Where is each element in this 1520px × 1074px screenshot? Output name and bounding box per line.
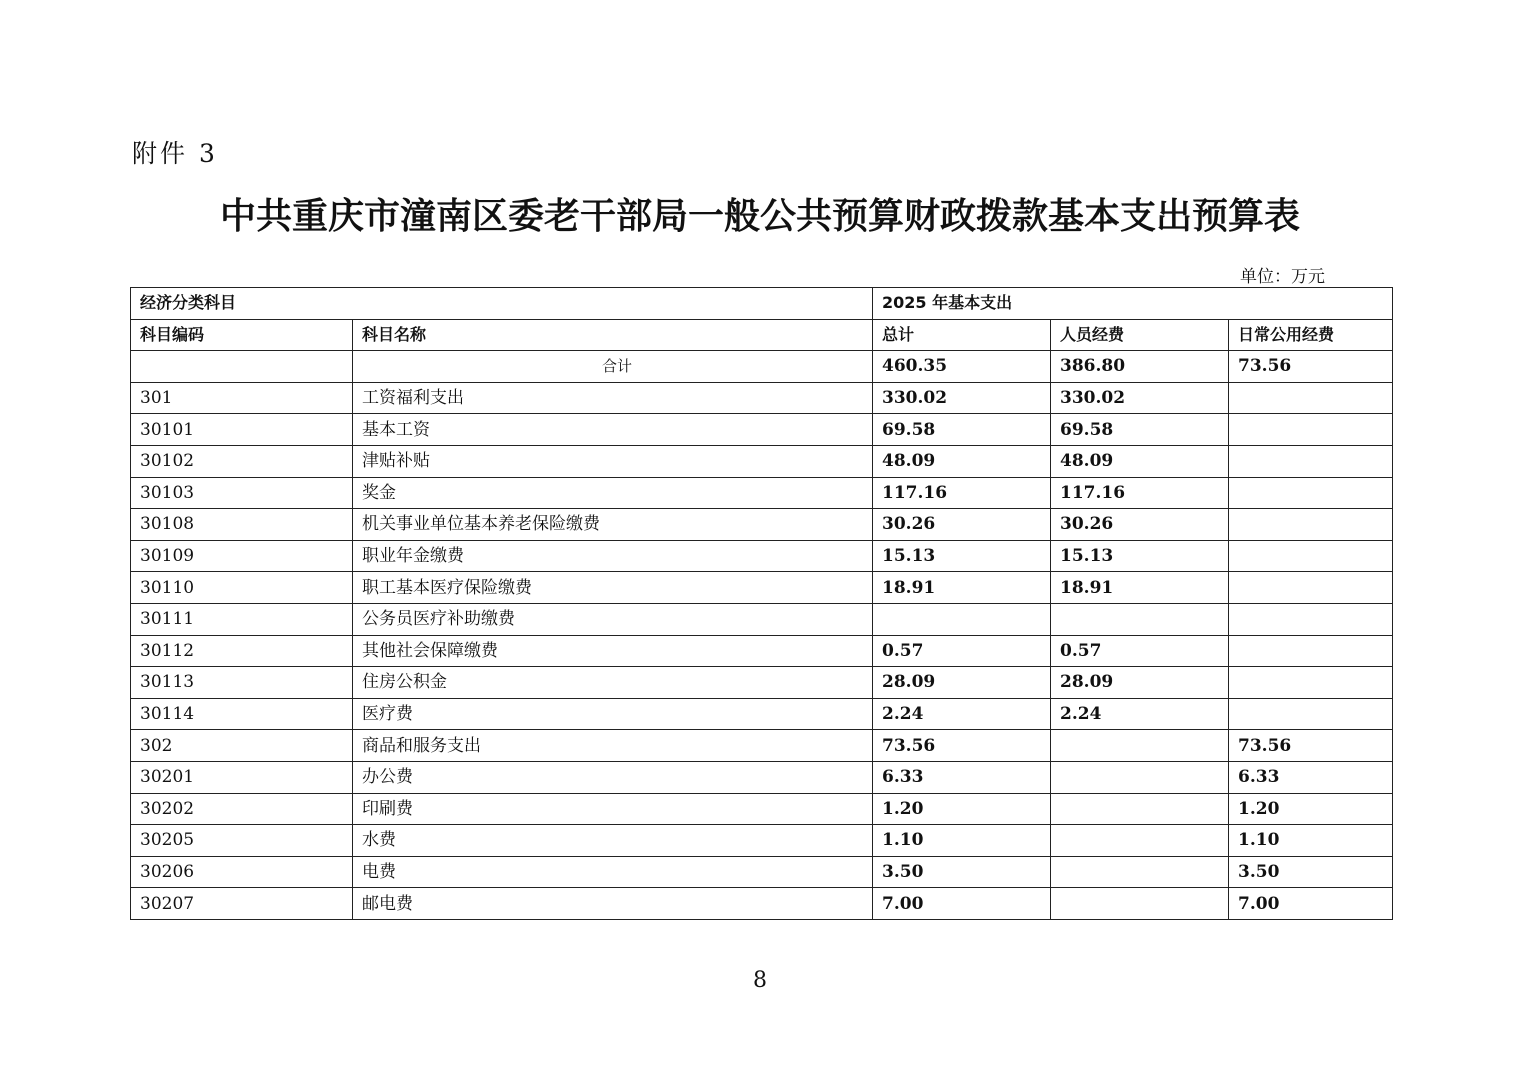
attachment-label: 附件 3	[132, 139, 218, 168]
row-name: 奖金	[353, 477, 873, 509]
row-public	[1229, 698, 1393, 730]
table-row	[131, 761, 1393, 793]
row-personnel: 69.58	[1051, 414, 1229, 446]
row-public	[1229, 572, 1393, 604]
row-code: 30113	[131, 667, 353, 699]
row-name: 其他社会保障缴费	[353, 635, 873, 667]
row-public: 7.00	[1229, 888, 1393, 920]
row-code: 30103	[131, 477, 353, 509]
row-name: 职业年金缴费	[353, 540, 873, 572]
row-personnel: 28.09	[1051, 667, 1229, 699]
row-name: 办公费	[353, 761, 873, 793]
row-code: 30102	[131, 445, 353, 477]
row-code: 30110	[131, 572, 353, 604]
row-public: 1.20	[1229, 793, 1393, 825]
table-row	[131, 825, 1393, 857]
row-personnel	[1051, 856, 1229, 888]
row-personnel	[1051, 888, 1229, 920]
header-year-basic-expense: 2025 年基本支出	[873, 288, 1393, 320]
row-public	[1229, 540, 1393, 572]
row-total: 3.50	[873, 856, 1051, 888]
total-label: 合计	[353, 351, 873, 383]
header-public: 日常公用经费	[1229, 319, 1393, 351]
row-code: 30202	[131, 793, 353, 825]
row-total: 7.00	[873, 888, 1051, 920]
row-total: 6.33	[873, 761, 1051, 793]
row-name: 津贴补贴	[353, 445, 873, 477]
row-total: 30.26	[873, 509, 1051, 541]
header-name: 科目名称	[353, 319, 873, 351]
total-total: 460.35	[873, 351, 1051, 383]
row-public: 6.33	[1229, 761, 1393, 793]
row-name: 商品和服务支出	[353, 730, 873, 762]
row-personnel: 330.02	[1051, 382, 1229, 414]
row-personnel	[1051, 603, 1229, 635]
table-row	[131, 603, 1393, 635]
row-personnel	[1051, 793, 1229, 825]
total-public: 73.56	[1229, 351, 1393, 383]
column-header-row	[131, 319, 1393, 351]
table-row	[131, 856, 1393, 888]
row-code: 30114	[131, 698, 353, 730]
row-total: 15.13	[873, 540, 1051, 572]
row-code: 30111	[131, 603, 353, 635]
row-name: 职工基本医疗保险缴费	[353, 572, 873, 604]
row-total: 117.16	[873, 477, 1051, 509]
row-personnel	[1051, 730, 1229, 762]
row-total	[873, 603, 1051, 635]
row-code: 30206	[131, 856, 353, 888]
row-total: 0.57	[873, 635, 1051, 667]
row-personnel: 0.57	[1051, 635, 1229, 667]
group-header-row	[131, 288, 1393, 320]
row-public	[1229, 477, 1393, 509]
budget-table	[130, 287, 1393, 920]
row-code: 30101	[131, 414, 353, 446]
row-code: 302	[131, 730, 353, 762]
row-public: 3.50	[1229, 856, 1393, 888]
row-public: 1.10	[1229, 825, 1393, 857]
header-total: 总计	[873, 319, 1051, 351]
row-public	[1229, 445, 1393, 477]
row-name: 印刷费	[353, 793, 873, 825]
row-code: 301	[131, 382, 353, 414]
row-code: 30112	[131, 635, 353, 667]
row-name: 电费	[353, 856, 873, 888]
row-personnel: 30.26	[1051, 509, 1229, 541]
row-personnel: 15.13	[1051, 540, 1229, 572]
header-personnel: 人员经费	[1051, 319, 1229, 351]
table-row	[131, 730, 1393, 762]
row-public: 73.56	[1229, 730, 1393, 762]
row-name: 住房公积金	[353, 667, 873, 699]
row-name: 工资福利支出	[353, 382, 873, 414]
row-code: 30205	[131, 825, 353, 857]
table-row	[131, 635, 1393, 667]
unit-label: 单位：万元	[1240, 267, 1325, 287]
row-name: 邮电费	[353, 888, 873, 920]
row-public	[1229, 414, 1393, 446]
table-row	[131, 477, 1393, 509]
header-code: 科目编码	[131, 319, 353, 351]
row-total: 48.09	[873, 445, 1051, 477]
row-public	[1229, 382, 1393, 414]
row-public	[1229, 509, 1393, 541]
table-row	[131, 382, 1393, 414]
row-name: 基本工资	[353, 414, 873, 446]
row-personnel: 2.24	[1051, 698, 1229, 730]
row-code: 30109	[131, 540, 353, 572]
row-total: 28.09	[873, 667, 1051, 699]
total-personnel: 386.80	[1051, 351, 1229, 383]
table-row	[131, 509, 1393, 541]
total-code-cell	[131, 351, 353, 383]
table-row	[131, 793, 1393, 825]
row-total: 2.24	[873, 698, 1051, 730]
row-personnel	[1051, 825, 1229, 857]
row-code: 30108	[131, 509, 353, 541]
row-public	[1229, 635, 1393, 667]
row-name: 机关事业单位基本养老保险缴费	[353, 509, 873, 541]
row-personnel: 18.91	[1051, 572, 1229, 604]
table-row	[131, 667, 1393, 699]
row-name: 公务员医疗补助缴费	[353, 603, 873, 635]
header-econ-category: 经济分类科目	[131, 288, 873, 320]
row-public	[1229, 667, 1393, 699]
total-row	[131, 351, 1393, 383]
table-row	[131, 698, 1393, 730]
row-total: 18.91	[873, 572, 1051, 604]
row-total: 1.20	[873, 793, 1051, 825]
page-title: 中共重庆市潼南区委老干部局一般公共预算财政拨款基本支出预算表	[219, 196, 1300, 237]
row-personnel: 48.09	[1051, 445, 1229, 477]
table-row	[131, 540, 1393, 572]
row-total: 69.58	[873, 414, 1051, 446]
row-name: 医疗费	[353, 698, 873, 730]
row-personnel	[1051, 761, 1229, 793]
row-total: 330.02	[873, 382, 1051, 414]
row-personnel: 117.16	[1051, 477, 1229, 509]
row-code: 30201	[131, 761, 353, 793]
row-total: 73.56	[873, 730, 1051, 762]
page-number: 8	[753, 968, 767, 993]
table-row	[131, 888, 1393, 920]
row-public	[1229, 603, 1393, 635]
table-row	[131, 572, 1393, 604]
table-row	[131, 414, 1393, 446]
table-row	[131, 445, 1393, 477]
row-code: 30207	[131, 888, 353, 920]
row-total: 1.10	[873, 825, 1051, 857]
row-name: 水费	[353, 825, 873, 857]
